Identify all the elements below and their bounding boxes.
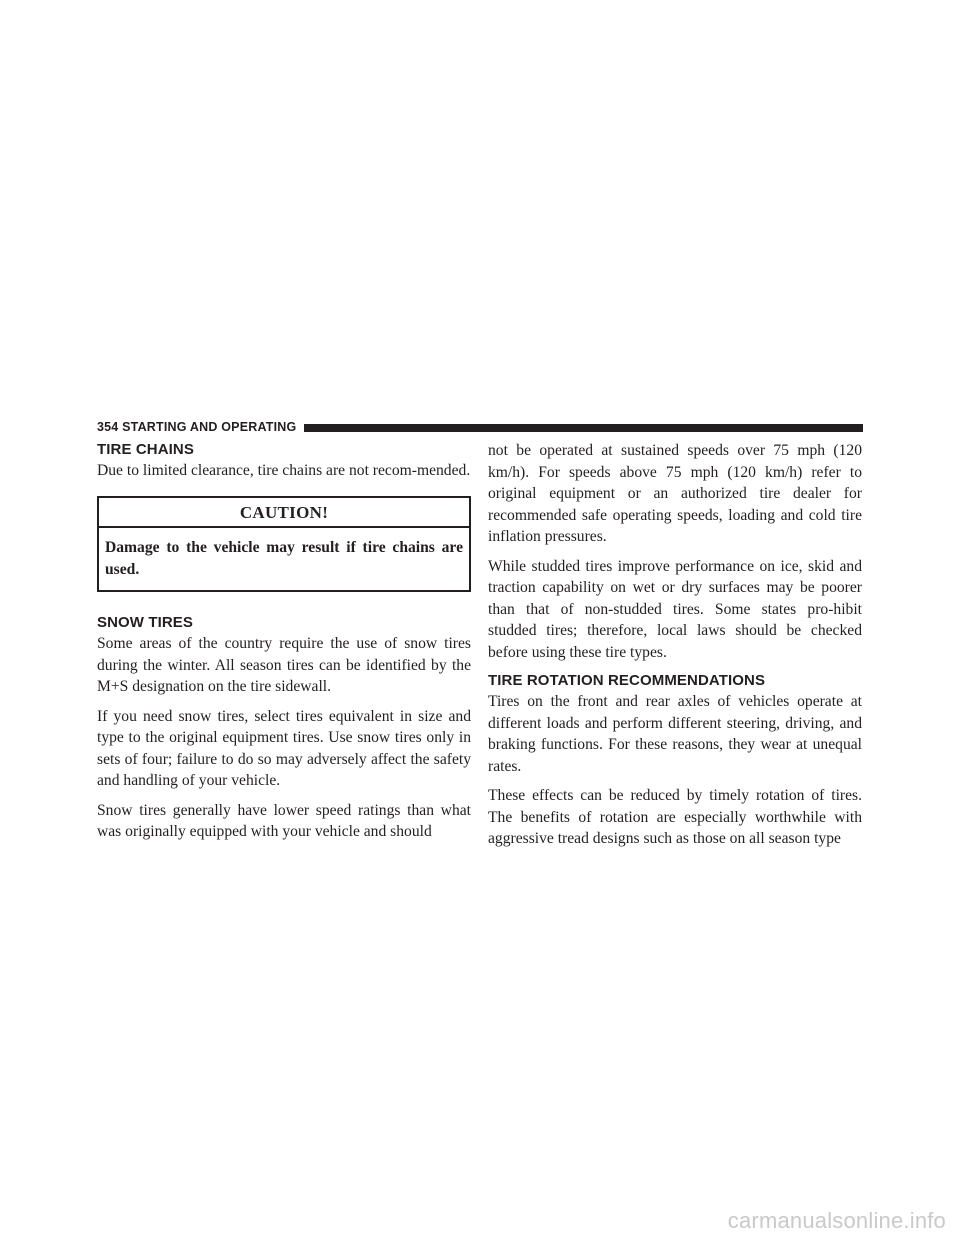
snow-tires-paragraph-3: Snow tires generally have lower speed ratings than what was originally equipped with your vehicle and should [97, 801, 471, 840]
page-number-section-title: 354 STARTING AND OPERATING [97, 420, 297, 434]
studded-tires-paragraph: While studded tires improve performance on ice, skid and traction capability on wet or dry surfaces may be poorer than that of non-studded tires. Some states pro-hibit studded tires; therefore, local laws should be checked before using these tire types. [488, 557, 862, 661]
left-column [97, 440, 471, 851]
snow-tires-paragraph-1: Some areas of the country require the use of snow tires during the winter. All season tires can be identified by the M+S designation on the tire sidewall. [97, 635, 471, 695]
tire-rotation-heading: TIRE ROTATION RECOMMENDATIONS [488, 672, 766, 689]
tire-chains-paragraph: Due to limited clearance, tire chains are not recom-mended. [97, 462, 471, 479]
watermark: carmanualsonline.info [727, 1208, 946, 1233]
caution-text: Damage to the vehicle may result if tire chains are used. [105, 539, 463, 578]
header-rule [304, 424, 863, 432]
tire-rotation-paragraph-1: Tires on the front and rear axles of vehicles operate at different loads and perform different steering, driving, and braking functions. For these reasons, they wear at unequal rates. [488, 693, 862, 775]
tire-rotation-paragraph-2: These effects can be reduced by timely rotation of tires. The benefits of rotation are especially worthwhile with aggressive tread designs such as those on all season type [488, 787, 862, 847]
page-header [97, 418, 863, 436]
tire-chains-heading: TIRE CHAINS [97, 441, 194, 458]
right-column [488, 440, 862, 858]
speed-ratings-paragraph: not be operated at sustained speeds over 75 mph (120 km/h). For speeds above 75 mph (120 km/h) refer to original equipment or an authorized tire dealer for recommended safe operating speeds, loading and cold tire inflation pressures. [488, 442, 862, 545]
caution-title: CAUTION! [99, 498, 469, 529]
caution-box [97, 496, 471, 593]
snow-tires-heading: SNOW TIRES [97, 614, 194, 631]
snow-tires-paragraph-2: If you need snow tires, select tires equivalent in size and type to the original equipment tires. Use snow tires only in sets of four; failure to do so may adversely affect the safety and handling of your vehicle. [97, 707, 471, 789]
